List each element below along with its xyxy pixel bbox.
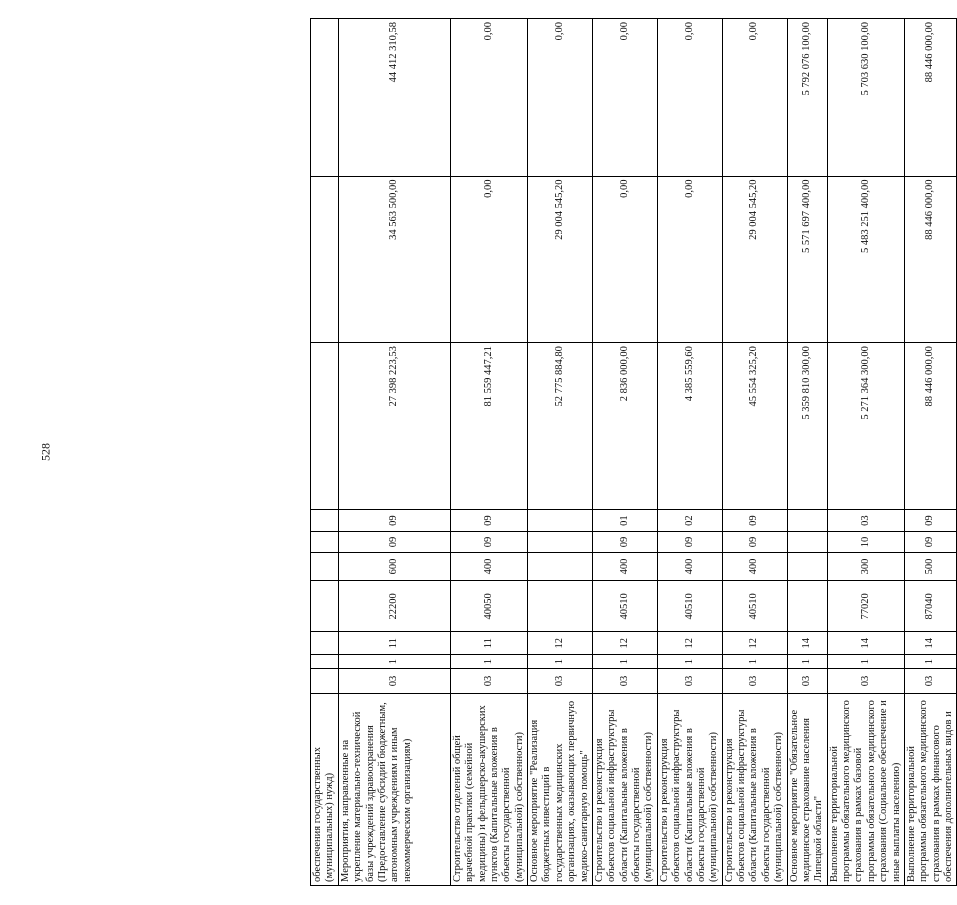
row-name: Мероприятия, направленные на укрепление материально-технической базы учреждений здравоохранения (Предоставление субсидий бюджетным, автономным учреждениям и иным некоммерческим организациям) — [338, 693, 450, 885]
code-col-6: 09 — [450, 532, 527, 552]
code-col-4: 40510 — [592, 581, 657, 632]
code-col-2: 1 — [338, 654, 450, 668]
code-col-4 — [311, 581, 339, 632]
amount-col-1: 88 446 000,00 — [904, 343, 957, 510]
code-col-5 — [311, 552, 339, 581]
amount-col-3: 88 446 000,00 — [904, 19, 957, 177]
code-col-7 — [787, 509, 827, 531]
amount-col-2: 5 483 251 400,00 — [827, 176, 904, 343]
table-row — [722, 19, 787, 886]
code-col-6: 09 — [338, 532, 450, 552]
table-row — [311, 19, 339, 886]
code-col-7 — [528, 509, 593, 531]
row-name: Строительство отделений общей врачебной практики (семейной медицины) и фельдшерско-акушерских пунктов (Капитальные вложения в объекты государственной (муниципальной) собственности) — [450, 693, 527, 885]
amount-col-1: 2 836 000,00 — [592, 343, 657, 510]
code-col-6: 10 — [827, 532, 904, 552]
amount-col-1: 5 271 364 300,00 — [827, 343, 904, 510]
row-name: Основное мероприятие "Реализация бюджетных инвестиций в государственных медицинских организациях, оказывающих первичную медико-санитарную помощь" — [528, 693, 593, 885]
row-name: обеспечения государственных (муниципальных) нужд) — [311, 693, 339, 885]
row-name: Строительство и реконструкция объектов социальной инфраструктуры области (Капитальные вложения в объекты государственной (муниципальной) собственности) — [722, 693, 787, 885]
code-col-5: 500 — [904, 552, 957, 581]
code-col-1: 03 — [592, 669, 657, 694]
code-col-3: 12 — [592, 632, 657, 654]
budget-table — [310, 18, 957, 886]
code-col-3: 11 — [450, 632, 527, 654]
amount-col-1: 45 554 325,20 — [722, 343, 787, 510]
amount-col-2: 34 563 500,00 — [338, 176, 450, 343]
amount-col-2: 29 004 545,20 — [722, 176, 787, 343]
code-col-7: 03 — [827, 509, 904, 531]
row-name: Строительство и реконструкция объектов социальной инфраструктуры области (Капитальные вложения в объекты государственной (муниципальной) собственности) — [592, 693, 657, 885]
amount-col-3: 0,00 — [592, 19, 657, 177]
code-col-5: 400 — [450, 552, 527, 581]
code-col-2 — [311, 654, 339, 668]
row-name: Строительство и реконструкция объектов социальной инфраструктуры области (Капитальные вложения в объекты государственной (муниципальной) собственности) — [657, 693, 722, 885]
code-col-4: 40510 — [722, 581, 787, 632]
table-row — [657, 19, 722, 886]
table-row — [904, 19, 957, 886]
code-col-6: 09 — [657, 532, 722, 552]
code-col-2: 1 — [827, 654, 904, 668]
code-col-3: 12 — [722, 632, 787, 654]
code-col-6: 09 — [592, 532, 657, 552]
code-col-3: 12 — [528, 632, 593, 654]
code-col-4: 87040 — [904, 581, 957, 632]
code-col-1: 03 — [827, 669, 904, 694]
code-col-5: 400 — [722, 552, 787, 581]
amount-col-3: 0,00 — [528, 19, 593, 177]
code-col-7: 09 — [338, 509, 450, 531]
code-col-2: 1 — [657, 654, 722, 668]
amount-col-2: 0,00 — [450, 176, 527, 343]
code-col-2: 1 — [528, 654, 593, 668]
code-col-6: 09 — [722, 532, 787, 552]
table-body — [311, 19, 957, 886]
code-col-5: 300 — [827, 552, 904, 581]
code-col-3: 14 — [904, 632, 957, 654]
code-col-3: 14 — [787, 632, 827, 654]
code-col-7: 09 — [450, 509, 527, 531]
code-col-4: 77020 — [827, 581, 904, 632]
code-col-6 — [787, 532, 827, 552]
code-col-5: 600 — [338, 552, 450, 581]
code-col-3: 12 — [657, 632, 722, 654]
code-col-5: 400 — [657, 552, 722, 581]
code-col-7: 09 — [904, 509, 957, 531]
code-col-5 — [787, 552, 827, 581]
table-row — [338, 19, 450, 886]
code-col-7: 09 — [722, 509, 787, 531]
row-name: Основное мероприятие "Обязательное медицинское страхование населения Липецкой области" — [787, 693, 827, 885]
code-col-1: 03 — [338, 669, 450, 694]
amount-col-1: 27 398 223,53 — [338, 343, 450, 510]
code-col-2: 1 — [450, 654, 527, 668]
code-col-7 — [311, 509, 339, 531]
table-row — [528, 19, 593, 886]
amount-col-2: 0,00 — [592, 176, 657, 343]
amount-col-3: 0,00 — [722, 19, 787, 177]
amount-col-1 — [311, 343, 339, 510]
code-col-1: 03 — [722, 669, 787, 694]
code-col-3 — [311, 632, 339, 654]
amount-col-3: 0,00 — [657, 19, 722, 177]
code-col-1: 03 — [450, 669, 527, 694]
amount-col-3: 5 792 076 100,00 — [787, 19, 827, 177]
code-col-1: 03 — [904, 669, 957, 694]
row-name: Выполнение территориальной программы обязательного медицинского страхования в рамках базовой программы обязательного медицинского страхования (Социальное обеспечение и иные выплаты населению) — [827, 693, 904, 885]
table-row — [827, 19, 904, 886]
amount-col-1: 4 385 559,60 — [657, 343, 722, 510]
code-col-1: 03 — [787, 669, 827, 694]
code-col-3: 14 — [827, 632, 904, 654]
code-col-4 — [528, 581, 593, 632]
code-col-1: 03 — [657, 669, 722, 694]
amount-col-2 — [311, 176, 339, 343]
code-col-4: 40050 — [450, 581, 527, 632]
code-col-1 — [311, 669, 339, 694]
amount-col-3: 0,00 — [450, 19, 527, 177]
code-col-7: 02 — [657, 509, 722, 531]
code-col-3: 11 — [338, 632, 450, 654]
amount-col-3 — [311, 19, 339, 177]
code-col-1: 03 — [528, 669, 593, 694]
code-col-2: 1 — [592, 654, 657, 668]
row-name: Выполнение территориальной программы обязательного медицинского страхования в рамках финансового обеспечения дополнительных видов и — [904, 693, 957, 885]
code-col-2: 1 — [722, 654, 787, 668]
page-number: 528 — [38, 443, 53, 461]
table-row — [450, 19, 527, 886]
code-col-4: 40510 — [657, 581, 722, 632]
code-col-5: 400 — [592, 552, 657, 581]
code-col-4: 22200 — [338, 581, 450, 632]
code-col-5 — [528, 552, 593, 581]
amount-col-2: 29 004 545,20 — [528, 176, 593, 343]
table-row — [787, 19, 827, 886]
amount-col-2: 0,00 — [657, 176, 722, 343]
amount-col-3: 5 703 630 100,00 — [827, 19, 904, 177]
amount-col-2: 5 571 697 400,00 — [787, 176, 827, 343]
amount-col-1: 52 775 884,80 — [528, 343, 593, 510]
amount-col-3: 44 412 310,58 — [338, 19, 450, 177]
table-row — [592, 19, 657, 886]
amount-col-1: 81 559 447,21 — [450, 343, 527, 510]
code-col-7: 01 — [592, 509, 657, 531]
amount-col-2: 88 446 000,00 — [904, 176, 957, 343]
code-col-2: 1 — [787, 654, 827, 668]
code-col-6 — [528, 532, 593, 552]
code-col-6 — [311, 532, 339, 552]
code-col-6: 09 — [904, 532, 957, 552]
amount-col-1: 5 359 810 300,00 — [787, 343, 827, 510]
code-col-2: 1 — [904, 654, 957, 668]
code-col-4 — [787, 581, 827, 632]
